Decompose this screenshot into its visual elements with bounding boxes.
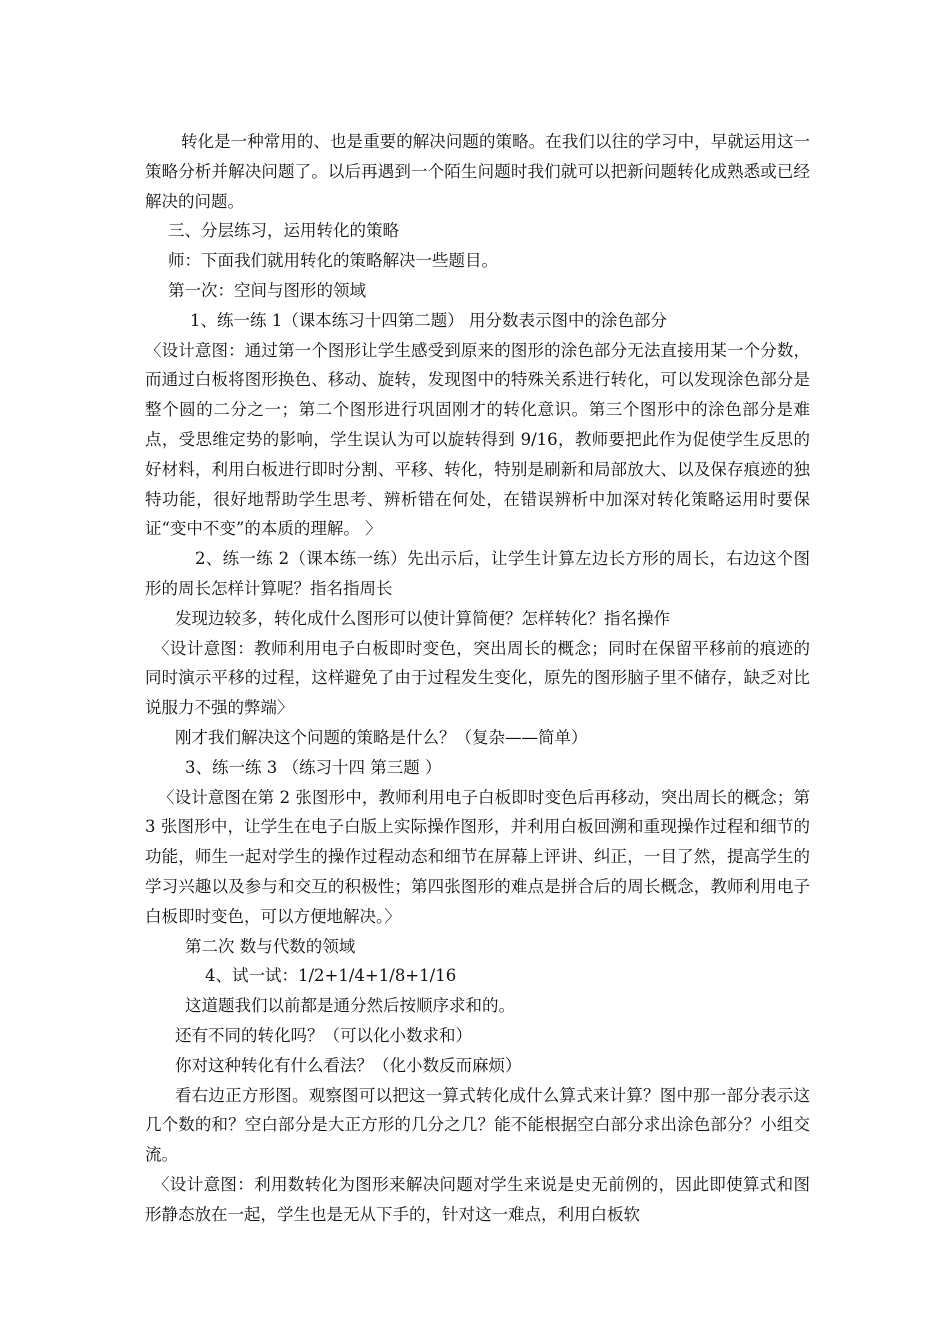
paragraph-other-transform: 还有不同的转化吗？（可以化小数求和） xyxy=(175,1025,472,1045)
design-intent-1: 〈设计意图：通过第一个图形让学生感受到原来的图形的涂色部分无法直接用某一个分数，而通过白板将图形换色、移动、旋转，发现图中的特殊关系进行转化，可以发现涂色部分是整个圆的二分之一；第二个图形进行巩固刚才的转化意识。第三个图形中的涂色部分是难点，受思维定势的影响，学生误认为可以旋转得到 9/16，教师要把此作为促使学生反思的好材料，利用白板进行即时分割、平移、转化，特别是刷新和局部放大、以及保存痕迹的独特功能，很好地帮助学生思考、辨析错在何处，在错误辨析中加深对转化策略运用时要保证“变中不变”的本质的理解。 〉 xyxy=(145,340,810,539)
paragraph-common-denominator: 这道题我们以前都是通分然后按顺序求和的。 xyxy=(185,996,515,1016)
paragraph-edge-transform: 发现边较多，转化成什么图形可以使计算简便？怎样转化？指名操作 xyxy=(175,608,670,628)
exercise-1-heading: 1、练一练 1（课本练习十四第二题） 用分数表示图中的涂色部分 xyxy=(190,310,667,330)
document-body xyxy=(145,127,810,1229)
design-intent-2: 〈设计意图：教师利用电子白板即时变色，突出周长的概念；同时在保留平移前的痕迹的同时演示平移的过程，这样避免了由于过程发生变化，原先的图形脑子里不储存，缺乏对比说服力不强的弊端〉 xyxy=(145,638,810,718)
paragraph-teacher-prompt: 师：下面我们就用转化的策略解决一些题目。 xyxy=(168,251,498,271)
paragraph-strategy-question: 刚才我们解决这个问题的策略是什么？（复杂——简单） xyxy=(175,727,588,747)
subheading-numbers-and-algebra: 第二次 数与代数的领域 xyxy=(185,936,356,956)
paragraph-opinion: 你对这种转化有什么看法？（化小数反而麻烦） xyxy=(175,1055,522,1075)
section-heading-layered-practice: 三、分层练习，运用转化的策略 xyxy=(168,221,399,241)
paragraph-strategy-intro: 转化是一种常用的、也是重要的解决问题的策略。在我们以往的学习中，早就运用这一策略分析并解决问题了。以后再遇到一个陌生问题时我们就可以把新问题转化成熟悉或已经解决的问题。 xyxy=(145,132,810,211)
design-intent-4: 〈设计意图：利用数转化为图形来解决问题对学生来说是史无前例的，因此即使算式和图形静态放在一起，学生也是无从下手的，针对这一难点，利用白板软 xyxy=(145,1174,810,1224)
exercise-4-heading: 4、试一试：1/2+1/4+1/8+1/16 xyxy=(205,966,457,986)
design-intent-3: 〈设计意图在第 2 张图形中，教师利用电子白板即时变色后再移动，突出周长的概念；第 3 张图形中，让学生在电子白版上实际操作图形，并利用白板回溯和重现操作过程和细节的功能，师生一起对学生的操作过程动态和细节在屏幕上评讲、纠正，一目了然，提高学生的学习兴趣以及参与和交互的积极性；第四张图形的难点是拼合后的周长概念，教师利用电子白板即时变色，可以方便地解决。〉 xyxy=(145,787,810,926)
exercise-3-heading: 3、练一练 3 （练习十四 第三题 ） xyxy=(185,757,442,777)
paragraph-square-diagram: 看右边正方形图。观察图可以把这一算式转化成什么算式来计算？图中那一部分表示这几个数的和？空白部分是大正方形的几分之几？能不能根据空白部分求出涂色部分？小组交流。 xyxy=(145,1085,810,1165)
exercise-2-heading: 2、练一练 2（课本练一练）先出示后，让学生计算左边长方形的周长，右边这个图形的周长怎样计算呢？指名指周长 xyxy=(145,549,810,598)
subheading-space-and-shape: 第一次：空间与图形的领域 xyxy=(168,280,366,300)
